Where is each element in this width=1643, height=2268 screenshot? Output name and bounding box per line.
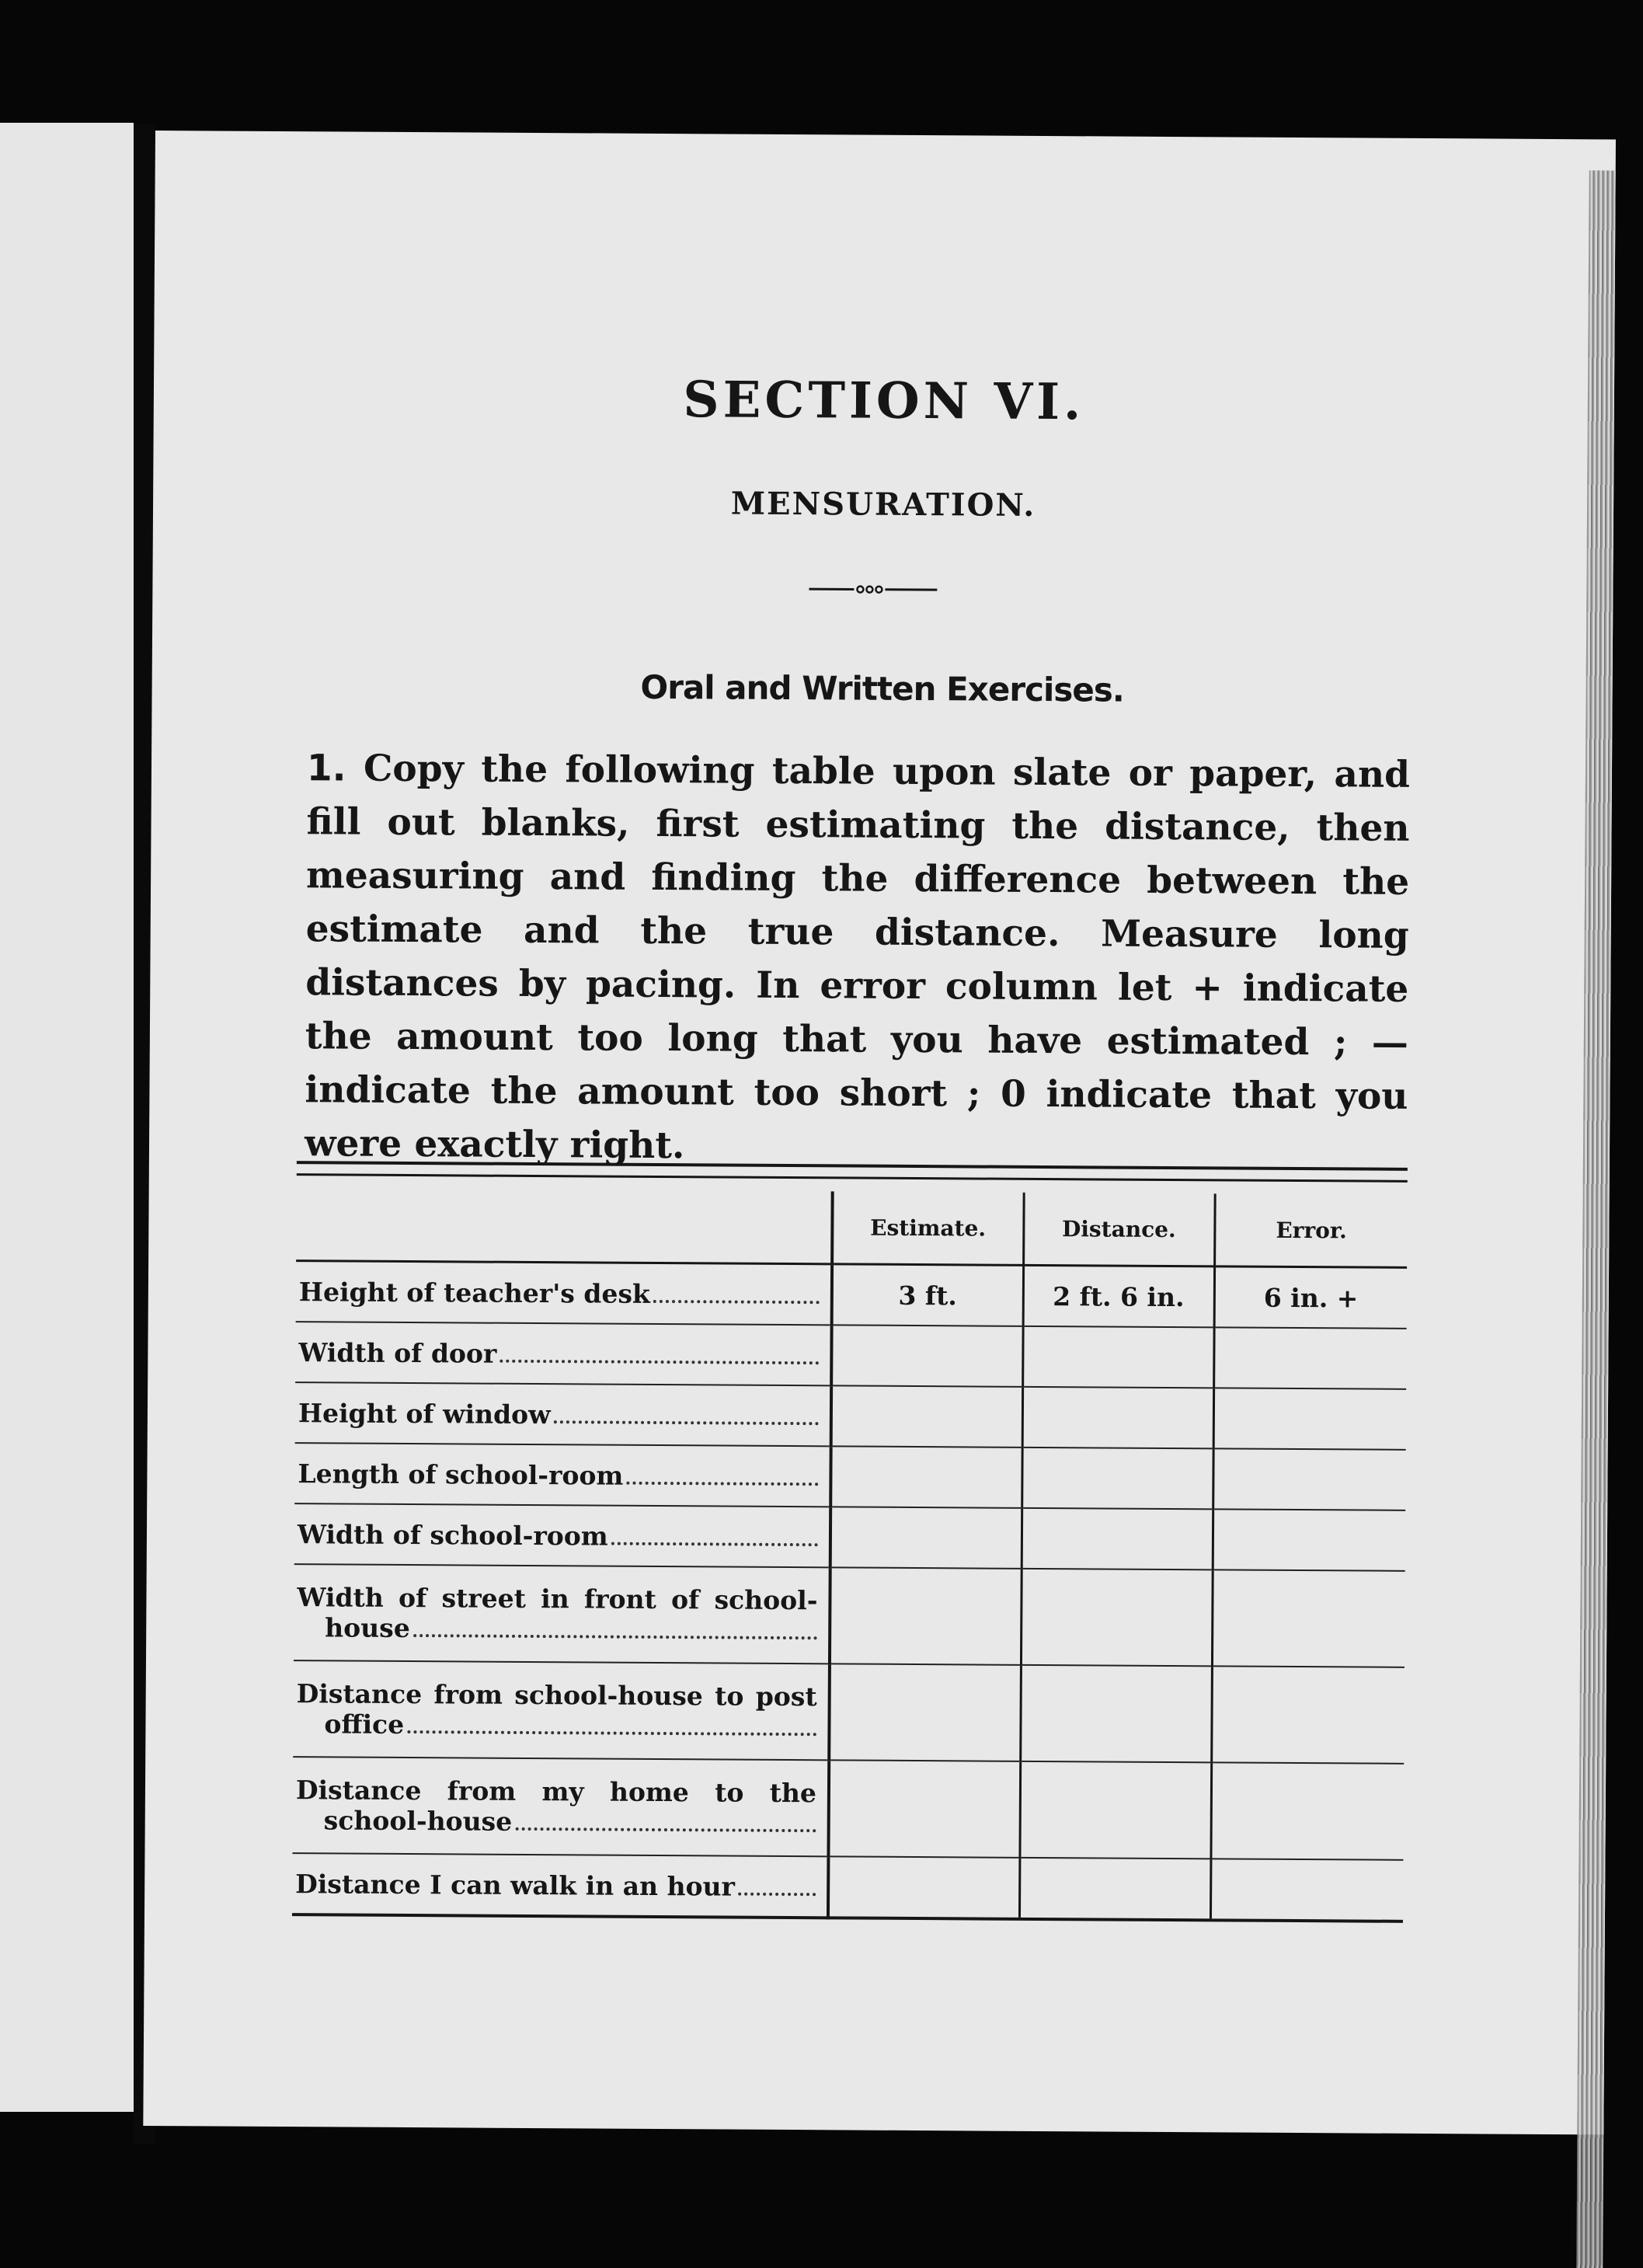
- row-label: Length of school-room: [298, 1458, 623, 1491]
- table-row: [292, 1757, 1404, 1860]
- estimate-cell: [831, 1385, 1022, 1448]
- estimate-cell: [828, 1856, 1019, 1919]
- table-row: [295, 1382, 1406, 1450]
- distance-cell: [1019, 1858, 1210, 1921]
- distance-cell: [1022, 1326, 1213, 1388]
- header-distance: Distance.: [1023, 1193, 1215, 1266]
- table-row: [294, 1564, 1405, 1667]
- left-page-edge: [0, 123, 134, 2112]
- instruction-paragraph: [305, 741, 1410, 1177]
- error-cell: [1210, 1762, 1404, 1860]
- row-label-line2: house: [325, 1612, 410, 1643]
- header-blank: [296, 1188, 833, 1264]
- row-label-line1: Distance from school-house to post: [297, 1678, 817, 1712]
- table-row: [292, 1853, 1403, 1921]
- table-row: [293, 1660, 1405, 1764]
- leader-dots: [738, 1892, 816, 1896]
- estimate-cell: [830, 1507, 1022, 1569]
- error-cell: [1213, 1509, 1405, 1571]
- leader-dots: [626, 1481, 818, 1486]
- row-label-line2: office: [324, 1709, 404, 1740]
- distance-cell: [1022, 1508, 1213, 1570]
- error-cell: [1212, 1569, 1405, 1667]
- error-cell: [1211, 1666, 1405, 1764]
- table-header-row: [296, 1188, 1408, 1267]
- row-label: Width of door: [298, 1337, 496, 1369]
- leader-dots: [407, 1730, 816, 1736]
- exercise-number: 1.: [307, 747, 346, 789]
- estimate-cell: [830, 1567, 1022, 1665]
- leader-dots: [413, 1634, 817, 1639]
- ornament-divider-icon: [809, 584, 937, 595]
- row-label: Width of school-room: [298, 1519, 608, 1551]
- estimate-cell: [828, 1760, 1020, 1858]
- instruction-text: Copy the following table upon slate or paper, and fill out blanks, first estimating the distance, then measuring and finding the difference between the estimate and the true distance. Measure long distances by pacing. In error column let + indicate the amount too long that you have estimated ; — indicate the amount too short ; 0 indicate that you were exactly right.: [305, 747, 1410, 1168]
- header-estimate: Estimate.: [832, 1191, 1024, 1265]
- distance-cell: [1021, 1569, 1213, 1667]
- distance-cell: 2 ft. 6 in.: [1023, 1265, 1214, 1327]
- exercises-heading: Oral and Written Exercises.: [151, 665, 1612, 712]
- section-subtitle: MENSURATION.: [153, 482, 1613, 527]
- header-error: Error.: [1214, 1193, 1408, 1267]
- row-label-line2: school-house: [324, 1805, 513, 1836]
- error-cell: [1213, 1388, 1406, 1450]
- error-cell: 6 in. +: [1214, 1266, 1407, 1329]
- leader-dots: [611, 1542, 818, 1546]
- row-label: Height of teacher's desk: [299, 1277, 650, 1309]
- table-row: [296, 1261, 1407, 1329]
- distance-cell: [1020, 1665, 1212, 1763]
- table-row: [295, 1322, 1406, 1389]
- table-row: [294, 1503, 1405, 1571]
- table-row: [294, 1443, 1405, 1510]
- row-label: Distance I can walk in an hour: [295, 1869, 735, 1901]
- section-title: SECTION VI.: [154, 368, 1614, 434]
- row-label-line1: Width of street in front of school-: [297, 1582, 817, 1615]
- error-cell: [1213, 1448, 1405, 1510]
- estimate-cell: [829, 1664, 1021, 1761]
- distance-cell: [1022, 1387, 1213, 1449]
- error-cell: [1213, 1327, 1406, 1389]
- leader-dots: [515, 1827, 816, 1832]
- estimate-cell: [831, 1325, 1022, 1387]
- row-label-line1: Distance from my home to the: [296, 1775, 816, 1808]
- leader-dots: [500, 1359, 819, 1364]
- row-label: Height of window: [298, 1398, 551, 1430]
- distance-cell: [1022, 1448, 1213, 1510]
- estimate-cell: 3 ft.: [832, 1264, 1023, 1326]
- leader-dots: [553, 1420, 818, 1425]
- distance-cell: [1019, 1761, 1211, 1859]
- error-cell: [1210, 1859, 1403, 1921]
- leader-dots: [653, 1299, 820, 1303]
- estimate-cell: [830, 1446, 1022, 1508]
- book-page: [143, 131, 1616, 2134]
- page-edges: [1576, 170, 1615, 2268]
- exercise-table: [292, 1161, 1408, 1923]
